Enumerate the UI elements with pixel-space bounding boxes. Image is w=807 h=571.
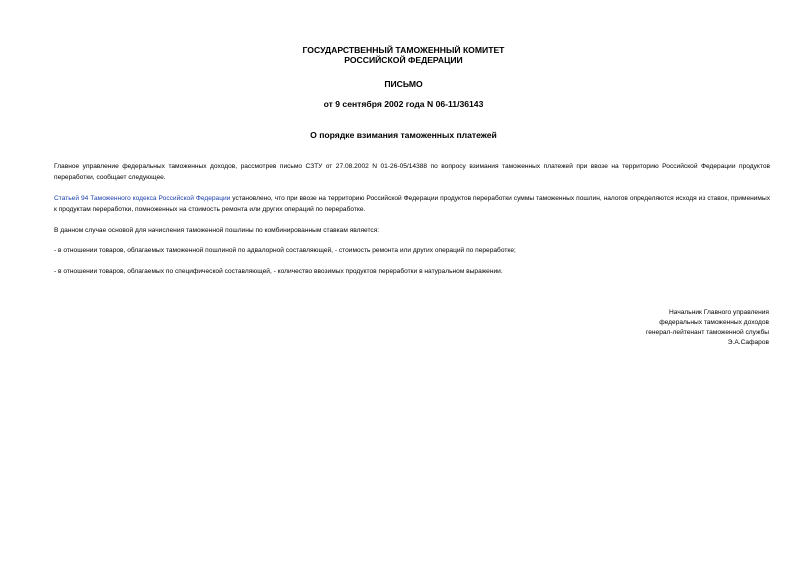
paragraph-4 <box>54 245 770 256</box>
paragraph-3-text: В данном случае основой для начисления таможенной пошлины по комбинированным ставкам является: <box>54 227 380 234</box>
paragraph-5 <box>54 266 770 277</box>
signature-position-line1: Начальник Главного управления <box>669 309 769 316</box>
document-subject: О порядке взимания таможенных платежей <box>310 130 497 140</box>
tax-code-article-link[interactable]: Статьей 94 Таможенного кодекса Российской Федерации <box>54 195 231 202</box>
paragraph-5-text: - в отношении товаров, облагаемых по специфической составляющей, - количество ввозимых продуктов переработки в натуральном выражении. <box>54 268 503 275</box>
signature-rank: генерал-лейтенант таможенной службы <box>645 329 769 336</box>
signature-name: Э.А.Сафаров <box>727 339 769 346</box>
paragraph-4-text: - в отношении товаров, облагаемых таможенной пошлиной по адвалорной составляющей, - стоимость ремонта или других операций по переработке; <box>54 247 516 254</box>
paragraph-3 <box>54 225 770 236</box>
paragraph-2 <box>54 193 770 215</box>
paragraph-2-text: установлено, что при ввозе на территорию Российской Федерации продуктов переработки суммы таможенных пошлин, налогов определяются исходя из ставок, применимых к продуктам переработки, помноженных на стоимость ремонта или других операций по переработке. <box>54 195 771 213</box>
agency-title-line1: ГОСУДАРСТВЕННЫЙ ТАМОЖЕННЫЙ КОМИТЕТ <box>302 45 505 55</box>
paragraph-1-text: Главное управление федеральных таможенных доходов, рассмотрев письмо СЗТУ от 27.08.2002 N 01-26-05/14388 по вопросу взимания таможенных платежей при ввозе на территорию Российской Федерации продуктов переработки, сообщает следующее. <box>54 163 770 181</box>
agency-title-line2: РОССИЙСКОЙ ФЕДЕРАЦИИ <box>344 55 463 65</box>
signature-position-line2: федеральных таможенных доходов <box>659 319 769 326</box>
document-date-number: от 9 сентября 2002 года N 06-11/36143 <box>323 99 484 109</box>
document-type: ПИСЬМО <box>384 79 423 89</box>
paragraph-1 <box>54 161 770 183</box>
